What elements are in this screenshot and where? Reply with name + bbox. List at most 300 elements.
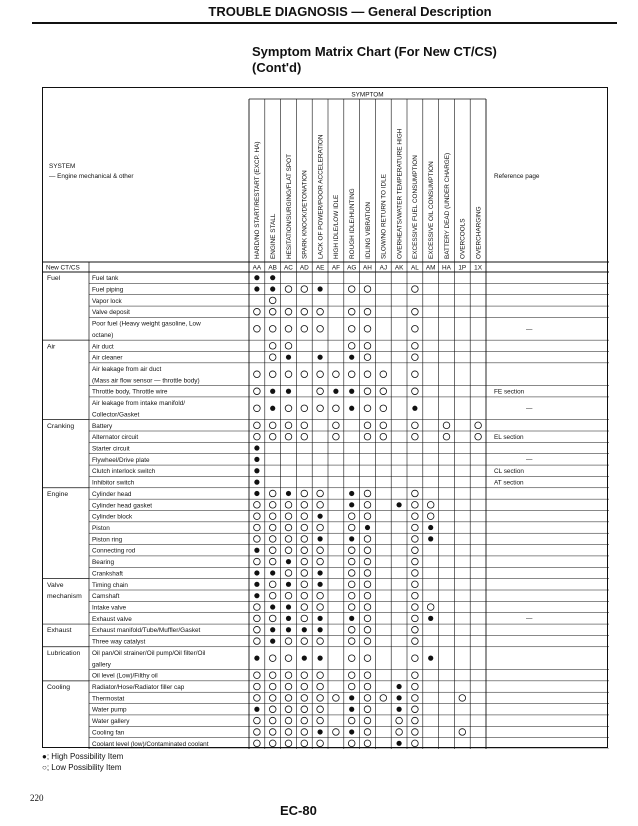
column-code-AL: AL [410, 264, 419, 272]
low-dot-18-6 [348, 513, 355, 520]
low-dot-10-10 [412, 422, 419, 429]
item-label-18-0: Cylinder block [92, 513, 133, 521]
low-dot-10-2 [285, 422, 292, 429]
low-dot-7-4 [317, 371, 324, 378]
column-code-AC: AC [284, 264, 293, 272]
low-dot-7-10 [412, 371, 419, 378]
low-dot-23-3 [301, 570, 308, 577]
column-label-1P: OVERCOOLS [459, 218, 467, 259]
low-dot-25-6 [348, 592, 355, 599]
item-label-36-0: Cooling fan [92, 729, 125, 737]
low-dot-22-7 [364, 558, 371, 565]
high-dot-13-0 [254, 457, 259, 462]
low-dot-3-2 [285, 308, 292, 315]
column-code-AG: AG [347, 264, 357, 272]
item-label-20-0: Piston ring [92, 536, 123, 544]
low-dot-36-2 [285, 729, 292, 736]
column-label-AM: EXCESSIVE OIL CONSUMPTION [428, 161, 435, 259]
low-dot-30-2 [285, 655, 292, 662]
low-dot-34-4 [317, 706, 324, 713]
low-dot-36-7 [364, 729, 371, 736]
low-dot-26-10 [412, 604, 419, 611]
column-label-AF: HIGH IDLE/LOW IDLE [333, 194, 341, 259]
low-dot-31-1 [269, 672, 276, 679]
low-dot-7-2 [285, 371, 292, 378]
low-dot-32-7 [364, 683, 371, 690]
low-dot-17-2 [285, 502, 292, 509]
low-dot-23-10 [412, 570, 419, 577]
low-dot-22-1 [269, 558, 276, 565]
high-dot-21-0 [254, 548, 259, 553]
ref-27: — [526, 615, 533, 623]
low-dot-6-7 [364, 354, 371, 361]
item-label-1-0: Fuel piping [92, 286, 124, 294]
high-dot-36-4 [318, 729, 323, 734]
low-dot-35-3 [301, 717, 308, 724]
low-dot-35-1 [269, 717, 276, 724]
item-label-14-0: Clutch interlock switch [92, 468, 156, 476]
item-label-37-0: Coolant level (low)/Contaminated coolant [92, 740, 209, 748]
low-dot-21-3 [301, 547, 308, 554]
low-dot-27-10 [412, 615, 419, 622]
high-dot-28-3 [302, 627, 307, 632]
column-code-1X: 1X [474, 264, 483, 272]
low-dot-19-4 [317, 524, 324, 531]
low-dot-37-4 [317, 740, 324, 747]
high-dot-15-0 [254, 480, 259, 485]
item-label-5-0: Air duct [92, 343, 114, 351]
item-label-13-0: Flywheel/Drive plate [92, 456, 150, 464]
column-label-AE: LACK OF POWER/POOR ACCELERATION [317, 134, 325, 259]
item-label-21-0: Connecting rod [92, 547, 136, 555]
high-dot-1-1 [270, 286, 275, 291]
low-dot-20-1 [269, 536, 276, 543]
high-dot-26-1 [270, 604, 275, 609]
low-dot-21-10 [412, 547, 419, 554]
column-label-HA: BATTERY DEAD (UNDER CHARGE) [443, 152, 451, 259]
low-dot-25-4 [317, 592, 324, 599]
high-dot-6-4 [318, 355, 323, 360]
low-dot-8-10 [412, 388, 419, 395]
low-dot-35-0 [254, 717, 261, 724]
high-dot-6-6 [349, 355, 354, 360]
item-label-7-1: (Mass air flow sensor — throttle body) [92, 377, 200, 385]
high-dot-8-6 [349, 389, 354, 394]
low-dot-10-12 [443, 422, 450, 429]
ref-8: FE section [494, 388, 525, 396]
low-dot-17-11 [427, 502, 434, 509]
low-dot-29-2 [285, 638, 292, 645]
low-dot-25-7 [364, 592, 371, 599]
low-dot-18-7 [364, 513, 371, 520]
low-dot-17-1 [269, 502, 276, 509]
low-dot-18-10 [412, 513, 419, 520]
low-dot-30-1 [269, 655, 276, 662]
low-dot-10-14 [475, 422, 482, 429]
low-dot-32-0 [254, 683, 261, 690]
low-dot-5-6 [348, 343, 355, 350]
filled-circle-icon: ● [42, 752, 47, 761]
low-dot-10-5 [333, 422, 340, 429]
low-dot-36-10 [412, 729, 419, 736]
category-label-5: Air [47, 343, 56, 351]
low-dot-10-3 [301, 422, 308, 429]
ref-14: CL section [494, 468, 524, 476]
low-dot-5-10 [412, 343, 419, 350]
low-dot-21-1 [269, 547, 276, 554]
high-dot-23-1 [270, 570, 275, 575]
high-dot-25-0 [254, 593, 259, 598]
low-dot-25-10 [412, 592, 419, 599]
low-dot-26-0 [254, 604, 261, 611]
low-dot-37-10 [412, 740, 419, 747]
low-dot-22-6 [348, 558, 355, 565]
low-dot-22-4 [317, 558, 324, 565]
ref-15: AT section [494, 479, 524, 487]
low-dot-23-7 [364, 570, 371, 577]
low-dot-16-1 [269, 490, 276, 497]
item-label-26-0: Intake valve [92, 604, 127, 612]
high-dot-27-2 [286, 616, 291, 621]
low-dot-11-12 [443, 433, 450, 440]
category-label-25: mechanism [47, 593, 82, 601]
item-label-31-0: Oil level (Low)/Filthy oil [92, 672, 158, 680]
low-dot-19-0 [254, 524, 261, 531]
item-label-8-0: Throttle body, Throttle wire [92, 388, 168, 396]
low-dot-36-1 [269, 729, 276, 736]
low-dot-16-4 [317, 490, 324, 497]
item-label-30-1: gallery [92, 661, 111, 669]
low-dot-37-0 [254, 740, 261, 747]
item-label-25-0: Camshaft [92, 593, 120, 601]
high-dot-28-1 [270, 627, 275, 632]
low-dot-10-7 [364, 422, 371, 429]
low-dot-20-0 [254, 536, 261, 543]
item-label-6-0: Air cleaner [92, 354, 123, 362]
column-label-1X: OVERCHARGING [475, 206, 483, 259]
low-dot-4-7 [364, 325, 371, 332]
low-dot-29-6 [348, 638, 355, 645]
low-dot-28-6 [348, 626, 355, 633]
low-dot-16-10 [412, 490, 419, 497]
column-code-AB: AB [268, 264, 277, 272]
low-dot-9-8 [380, 405, 387, 412]
item-label-0-0: Fuel tank [92, 275, 119, 283]
low-dot-27-0 [254, 615, 261, 622]
item-label-32-0: Radiator/Hose/Radiator filler cap [92, 684, 185, 692]
high-dot-24-0 [254, 582, 259, 587]
low-dot-36-5 [333, 729, 340, 736]
low-dot-29-0 [254, 638, 261, 645]
low-dot-18-3 [301, 513, 308, 520]
reference-page-header: Reference page [494, 173, 540, 180]
low-dot-32-4 [317, 683, 324, 690]
low-dot-4-1 [269, 325, 276, 332]
ref-9: — [526, 405, 533, 413]
high-dot-34-9 [397, 707, 402, 712]
low-dot-32-2 [285, 683, 292, 690]
low-dot-27-7 [364, 615, 371, 622]
low-dot-37-6 [348, 740, 355, 747]
high-dot-18-4 [318, 514, 323, 519]
category-label-28: Exhaust [47, 627, 72, 635]
column-code-AM: AM [425, 264, 436, 272]
code-row-label: New CT/CS [46, 264, 80, 272]
symptom-matrix-table [42, 87, 608, 748]
low-dot-35-7 [364, 717, 371, 724]
page-number: 220 [30, 793, 44, 803]
low-dot-29-4 [317, 638, 324, 645]
low-dot-17-0 [254, 502, 261, 509]
column-code-AK: AK [394, 264, 404, 272]
item-label-23-0: Crankshaft [92, 570, 123, 578]
item-label-9-1: Collector/Gasket [92, 411, 140, 419]
column-label-AL: EXCESSIVE FUEL CONSUMPTION [412, 155, 420, 259]
low-dot-18-2 [285, 513, 292, 520]
low-dot-34-10 [412, 706, 419, 713]
category-label-16: Engine [47, 490, 69, 498]
low-dot-9-4 [317, 405, 324, 412]
ref-4: — [526, 326, 533, 334]
item-label-15-0: Inhibitor switch [92, 479, 135, 487]
low-dot-4-0 [254, 325, 261, 332]
high-dot-8-5 [333, 389, 338, 394]
high-dot-16-0 [254, 491, 259, 496]
low-dot-36-0 [254, 729, 261, 736]
low-dot-32-10 [412, 683, 419, 690]
low-dot-9-7 [364, 405, 371, 412]
low-dot-18-1 [269, 513, 276, 520]
item-label-12-0: Starter circuit [92, 445, 130, 453]
low-dot-24-7 [364, 581, 371, 588]
high-dot-23-0 [254, 570, 259, 575]
low-dot-8-8 [380, 388, 387, 395]
item-label-22-0: Bearing [92, 559, 115, 567]
legend-high [42, 751, 123, 762]
item-label-4-0: Poor fuel (Heavy weight gasoline, Low [92, 320, 201, 328]
low-dot-29-3 [301, 638, 308, 645]
high-dot-24-4 [318, 582, 323, 587]
item-label-30-0: Oil pan/Oil strainer/Oil pump/Oil filter/Oil [92, 649, 206, 657]
high-dot-34-0 [254, 707, 259, 712]
low-dot-19-10 [412, 524, 419, 531]
ref-11: EL section [494, 433, 524, 441]
column-code-AJ: AJ [379, 264, 388, 272]
low-dot-35-4 [317, 717, 324, 724]
low-dot-9-3 [301, 405, 308, 412]
high-dot-34-6 [349, 707, 354, 712]
high-dot-24-2 [286, 582, 291, 587]
low-dot-4-3 [301, 325, 308, 332]
low-dot-33-1 [269, 695, 276, 702]
low-dot-23-6 [348, 570, 355, 577]
column-code-AH: AH [363, 264, 372, 272]
high-dot-0-0 [254, 275, 259, 280]
low-dot-2-1 [269, 297, 276, 304]
column-label-AK: OVERHEATS/WATER TEMPERATURE HIGH [396, 128, 404, 259]
low-dot-21-2 [285, 547, 292, 554]
low-dot-34-2 [285, 706, 292, 713]
low-dot-7-3 [301, 371, 308, 378]
item-label-24-0: Timing chain [92, 581, 128, 589]
category-label-30: Lubrication [47, 649, 81, 657]
low-dot-20-2 [285, 536, 292, 543]
low-dot-37-3 [301, 740, 308, 747]
legend-low-text: ; Low Possibility Item [46, 763, 122, 772]
item-label-7-0: Air leakage from air duct [92, 366, 162, 374]
category-label-24: Valve [47, 581, 64, 589]
low-dot-37-7 [364, 740, 371, 747]
high-dot-37-9 [397, 741, 402, 746]
low-dot-8-0 [254, 388, 261, 395]
system-label: SYSTEM [49, 163, 76, 170]
item-label-35-0: Water gallery [92, 718, 130, 726]
low-dot-10-0 [254, 422, 261, 429]
ref-13: — [526, 456, 533, 464]
low-dot-21-4 [317, 547, 324, 554]
low-dot-4-4 [317, 325, 324, 332]
low-dot-25-2 [285, 592, 292, 599]
low-dot-31-3 [301, 672, 308, 679]
low-dot-22-3 [301, 558, 308, 565]
low-dot-17-7 [364, 502, 371, 509]
high-dot-1-4 [318, 286, 323, 291]
item-label-29-0: Three way catalyst [92, 638, 146, 646]
low-dot-20-10 [412, 536, 419, 543]
low-dot-26-3 [301, 604, 308, 611]
low-dot-5-2 [285, 343, 292, 350]
low-dot-3-10 [412, 308, 419, 315]
legend [42, 751, 123, 773]
low-dot-16-3 [301, 490, 308, 497]
low-dot-35-9 [396, 717, 403, 724]
low-dot-3-1 [269, 308, 276, 315]
low-dot-1-2 [285, 286, 292, 293]
high-dot-28-4 [318, 627, 323, 632]
open-circle-icon: ○ [42, 763, 47, 772]
low-dot-31-10 [412, 672, 419, 679]
low-dot-7-5 [333, 371, 340, 378]
high-dot-17-6 [349, 502, 354, 507]
low-dot-24-3 [301, 581, 308, 588]
high-dot-28-2 [286, 627, 291, 632]
low-dot-31-6 [348, 672, 355, 679]
low-dot-8-4 [317, 388, 324, 395]
low-dot-9-5 [333, 405, 340, 412]
high-dot-36-6 [349, 729, 354, 734]
high-dot-16-6 [349, 491, 354, 496]
low-dot-32-3 [301, 683, 308, 690]
low-dot-5-1 [269, 343, 276, 350]
low-dot-35-6 [348, 717, 355, 724]
high-dot-30-11 [428, 656, 433, 661]
low-dot-8-7 [364, 388, 371, 395]
low-dot-25-1 [269, 592, 276, 599]
low-dot-1-10 [412, 286, 419, 293]
item-label-2-0: Vapor lock [92, 297, 122, 305]
low-dot-26-4 [317, 604, 324, 611]
low-dot-34-7 [364, 706, 371, 713]
high-dot-8-2 [286, 389, 291, 394]
low-dot-28-0 [254, 626, 261, 633]
column-label-AG: ROUGH IDLE/HUNTING [349, 188, 356, 259]
legend-low [42, 762, 123, 773]
low-dot-32-1 [269, 683, 276, 690]
low-dot-33-5 [333, 695, 340, 702]
chart-title: Symptom Matrix Chart (For New CT/CS) [252, 44, 497, 59]
low-dot-27-3 [301, 615, 308, 622]
system-sublabel: — Engine mechanical & other [49, 173, 134, 180]
low-dot-32-6 [348, 683, 355, 690]
low-dot-30-6 [348, 655, 355, 662]
high-dot-33-6 [349, 695, 354, 700]
column-label-AJ: SLOW/NO RETURN TO IDLE [380, 174, 388, 259]
item-label-17-0: Cylinder head gasket [92, 502, 153, 510]
low-dot-24-1 [269, 581, 276, 588]
low-dot-17-4 [317, 502, 324, 509]
page-header-title: TROUBLE DIAGNOSIS — General Description [208, 4, 492, 19]
low-dot-33-13 [459, 695, 466, 702]
column-label-AD: SPARK KNOCK/DETONATION [301, 170, 309, 259]
footer-page-id: EC-80 [280, 803, 317, 818]
symptom-header: SYMPTOM [351, 91, 384, 99]
low-dot-37-2 [285, 740, 292, 747]
low-dot-11-2 [285, 433, 292, 440]
low-dot-26-6 [348, 604, 355, 611]
low-dot-11-3 [301, 433, 308, 440]
low-dot-33-0 [254, 695, 261, 702]
high-dot-16-2 [286, 491, 291, 496]
low-dot-33-8 [380, 695, 387, 702]
low-dot-30-7 [364, 655, 371, 662]
low-dot-4-2 [285, 325, 292, 332]
low-dot-11-7 [364, 433, 371, 440]
low-dot-19-2 [285, 524, 292, 531]
low-dot-9-0 [254, 405, 261, 412]
item-label-4-1: octane) [92, 331, 114, 339]
item-label-10-0: Battery [92, 422, 113, 430]
high-dot-9-1 [270, 406, 275, 411]
low-dot-19-3 [301, 524, 308, 531]
low-dot-10-1 [269, 422, 276, 429]
low-dot-18-0 [254, 513, 261, 520]
high-dot-17-9 [397, 502, 402, 507]
low-dot-24-6 [348, 581, 355, 588]
low-dot-36-9 [396, 729, 403, 736]
high-dot-27-4 [318, 616, 323, 621]
low-dot-11-10 [412, 433, 419, 440]
high-dot-27-11 [428, 616, 433, 621]
low-dot-36-13 [459, 729, 466, 736]
low-dot-31-4 [317, 672, 324, 679]
low-dot-17-10 [412, 502, 419, 509]
item-label-28-0: Exhaust manifold/Tube/Muffler/Gasket [92, 627, 201, 635]
high-dot-23-4 [318, 570, 323, 575]
column-label-AC: HESITATION/SURGING/FLAT SPOT [285, 154, 293, 259]
low-dot-34-3 [301, 706, 308, 713]
low-dot-33-7 [364, 695, 371, 702]
column-label-AH: IDLING VIBRATION [364, 201, 372, 259]
low-dot-3-4 [317, 308, 324, 315]
item-label-16-0: Cylinder head [92, 490, 132, 498]
category-label-32: Cooling [47, 684, 71, 692]
low-dot-33-3 [301, 695, 308, 702]
header-rule [32, 22, 617, 24]
low-dot-3-6 [348, 308, 355, 315]
low-dot-7-6 [348, 371, 355, 378]
low-dot-35-2 [285, 717, 292, 724]
low-dot-30-10 [412, 655, 419, 662]
